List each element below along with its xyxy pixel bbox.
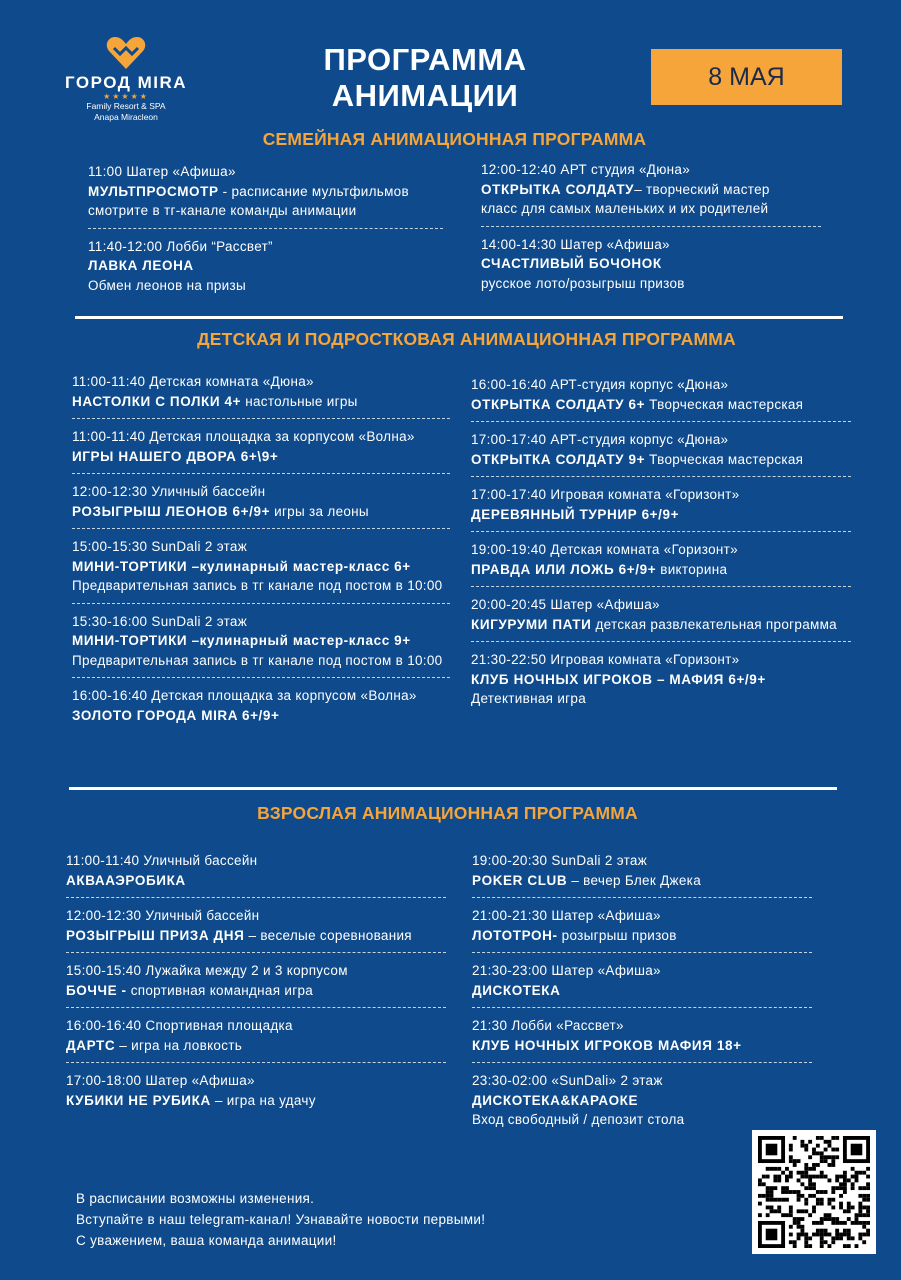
event-name: РОЗЫГРЫШ ПРИЗА ДНЯ: [66, 927, 245, 943]
event-item: [66, 851, 446, 898]
resort-logo: [60, 36, 192, 123]
event-name: МУЛЬТПРОСМОТР: [88, 183, 219, 199]
event-item: [471, 650, 851, 709]
event-title-line: [66, 926, 446, 946]
kids-right-column: [471, 375, 851, 709]
event-time: 15:00-15:30 SunDali 2 этаж: [72, 539, 248, 554]
section-title-kids: ДЕТСКАЯ И ПОДРОСТКОВАЯ АНИМАЦИОННАЯ ПРОГРАММА: [197, 329, 736, 349]
event-item: [471, 595, 851, 642]
event-time: 17:00-18:00 Шатер «Афиша»: [66, 1073, 255, 1088]
event-title-line: [72, 631, 450, 651]
event-name: ПРАВДА ИЛИ ЛОЖЬ 6+/9+: [471, 561, 657, 577]
dashed-separator: [471, 531, 851, 532]
event-time: 19:00-20:30 SunDali 2 этаж: [472, 853, 648, 868]
event-time: 11:00-11:40 Детская площадка за корпусом «Волна»: [72, 429, 415, 444]
event-name: КУБИКИ НЕ РУБИКА: [66, 1092, 211, 1108]
dashed-separator: [472, 1007, 812, 1008]
dashed-separator: [472, 897, 812, 898]
event-name: ЛАВКА ЛЕОНА: [88, 258, 194, 273]
event-name: КЛУБ НОЧНЫХ ИГРОКОВ – МАФИЯ 6+/9+: [471, 671, 766, 687]
event-name: ДЕРЕВЯННЫЙ ТУРНИР 6+/9+: [471, 506, 680, 522]
event-extra: Детективная игра: [471, 691, 587, 706]
event-title-line: [66, 1036, 446, 1056]
dashed-separator: [471, 586, 851, 587]
event-item: [472, 1016, 812, 1063]
event-name: ОТКРЫТКА СОЛДАТУ 6+: [471, 396, 646, 412]
event-title-line: [471, 560, 851, 580]
event-name: МИНИ-ТОРТИКИ –кулинарный мастер-класс 9+: [72, 633, 411, 648]
event-item: [472, 851, 812, 898]
dashed-separator: [471, 641, 851, 642]
dashed-separator: [72, 473, 450, 474]
dashed-separator: [72, 603, 450, 604]
event-time: 14:00-14:30 Шатер «Афиша»: [481, 236, 670, 252]
event-extra: Вход свободный / депозит стола: [472, 1112, 685, 1127]
event-desc: Творческая мастерская: [645, 451, 804, 467]
event-time: 17:00-17:40 Игровая комната «Горизонт»: [471, 487, 740, 502]
event-title-line: [472, 871, 812, 891]
event-desc: детская развлекательная программа: [591, 616, 837, 632]
event-item: [66, 1016, 446, 1063]
event-time: 19:00-19:40 Детская комната «Горизонт»: [471, 542, 738, 557]
event-title-line: [481, 180, 821, 200]
section-title-family: СЕМЕЙНАЯ АНИМАЦИОННАЯ ПРОГРАММА: [262, 129, 647, 149]
event-time: 12:00-12:40 АРТ студия «Дюна»: [481, 162, 691, 177]
dashed-separator: [88, 228, 443, 229]
event-name: ДАРТС: [66, 1037, 116, 1053]
event-extra: класс для самых маленьких и их родителей: [481, 201, 769, 216]
footer-line-3: С уважением, ваша команда анимации!: [76, 1233, 337, 1248]
family-right-column: [481, 160, 821, 293]
dashed-separator: [481, 226, 821, 227]
event-title-line: [72, 557, 450, 577]
date-badge: 8 МАЯ: [651, 49, 842, 105]
event-time: 11:00-11:40 Детская комната «Дюна»: [72, 374, 314, 389]
event-desc: – веселые соревнования: [244, 927, 412, 943]
event-name: POKER CLUB: [472, 872, 568, 888]
event-name: ОТКРЫТКА СОЛДАТУ 9+: [471, 451, 646, 467]
event-item: [471, 485, 851, 532]
event-extra: русское лото/розыгрыш призов: [481, 275, 685, 291]
event-title-line: [471, 450, 851, 470]
event-name: НАСТОЛКИ С ПОЛКИ 4+: [72, 393, 242, 409]
event-item: [471, 430, 851, 477]
event-name: РОЗЫГРЫШ ЛЕОНОВ 6+/9+: [72, 503, 271, 519]
logo-heart-icon: [106, 36, 146, 70]
event-desc: – творческий мастер: [634, 181, 770, 197]
page-title-line-1: ПРОГРАММА: [323, 42, 527, 77]
adult-left-column: [66, 851, 446, 1110]
event-time: 11:00-11:40 Уличный бассейн: [66, 853, 258, 868]
event-title-line: [472, 981, 812, 1001]
event-item: [472, 906, 812, 953]
event-title-line: [472, 926, 812, 946]
event-time: 11:40-12:00 Лобби “Рассвет”: [88, 238, 273, 254]
page-title: [290, 42, 560, 114]
event-name: ЛОТОТРОН-: [472, 927, 558, 943]
event-title-line: [481, 254, 821, 274]
dashed-separator: [472, 952, 812, 953]
event-item: [72, 372, 450, 419]
event-name: МИНИ-ТОРТИКИ –кулинарный мастер-класс 6+: [72, 558, 411, 574]
event-time: 23:30-02:00 «SunDali» 2 этаж: [472, 1073, 663, 1088]
event-desc: Творческая мастерская: [645, 396, 804, 412]
adult-right-column: [472, 851, 812, 1130]
logo-subtitle-1: Family Resort & SPA: [86, 101, 166, 111]
dashed-separator: [72, 528, 450, 529]
qr-code[interactable]: [752, 1130, 876, 1254]
event-time: 17:00-17:40 АРТ-студия корпус «Дюна»: [471, 432, 729, 447]
logo-subtitle-2: Anapa Miracleon: [94, 112, 158, 122]
event-time: 16:00-16:40 АРТ-студия корпус «Дюна»: [471, 377, 729, 392]
event-item: [72, 482, 450, 529]
event-time: 16:00-16:40 Спортивная площадка: [66, 1018, 293, 1033]
section-divider: [69, 787, 837, 790]
event-desc: – игра на ловкость: [115, 1037, 243, 1053]
event-name: ЗОЛОТО ГОРОДА MIRA 6+/9+: [72, 707, 280, 723]
event-name: КИГУРУМИ ПАТИ: [471, 616, 592, 632]
logo-stars: ★★★★★: [103, 92, 149, 101]
event-item: [66, 961, 446, 1008]
dashed-separator: [72, 418, 450, 419]
qr-code-image: [758, 1136, 870, 1248]
event-item: [481, 160, 821, 227]
event-time: 15:00-15:40 Лужайка между 2 и 3 корпусом: [66, 963, 348, 978]
event-name: СЧАСТЛИВЫЙ БОЧОНОК: [481, 256, 662, 271]
event-extra: смотрите в тг-канале команды анимации: [88, 203, 357, 218]
event-item: [471, 540, 851, 587]
event-time: 21:30-23:00 Шатер «Афиша»: [472, 963, 661, 978]
event-name: АКВААЭРОБИКА: [66, 872, 186, 888]
dashed-separator: [471, 421, 851, 422]
event-title-line: [72, 392, 450, 412]
event-name: ДИСКОТЕКА: [472, 982, 561, 998]
event-title-line: [472, 1091, 812, 1111]
event-extra: Предварительная запись в тг канале под постом в 10:00: [72, 652, 443, 668]
event-name: БОЧЧЕ -: [66, 982, 127, 998]
event-title-line: [66, 981, 446, 1001]
dashed-separator: [471, 476, 851, 477]
event-name: КЛУБ НОЧНЫХ ИГРОКОВ МАФИЯ 18+: [472, 1037, 742, 1053]
event-desc: спортивная командная игра: [126, 982, 314, 998]
event-item: [72, 612, 450, 679]
event-title-line: [88, 182, 443, 202]
footer-note: [76, 1188, 485, 1251]
event-title-line: [66, 871, 446, 891]
event-name: ОТКРЫТКА СОЛДАТУ: [481, 181, 635, 197]
event-desc: – вечер Блек Джека: [567, 872, 701, 888]
event-item: [481, 235, 821, 294]
footer-line-2: Вступайте в наш telegram-канал! Узнавайте новости первыми!: [76, 1212, 486, 1227]
event-item: [88, 237, 443, 296]
event-item: [471, 375, 851, 422]
event-time: 21:00-21:30 Шатер «Афиша»: [472, 908, 661, 923]
event-desc: - расписание мультфильмов: [218, 183, 409, 199]
event-time: 21:30-22:50 Игровая комната «Горизонт»: [471, 652, 740, 667]
event-title-line: [472, 1036, 812, 1056]
event-title-line: [471, 395, 851, 415]
event-name: ИГРЫ НАШЕГО ДВОРА 6+\9+: [72, 448, 279, 464]
event-item: [88, 162, 443, 229]
event-time: 20:00-20:45 Шатер «Афиша»: [471, 597, 660, 612]
event-time: 15:30-16:00 SunDali 2 этаж: [72, 613, 248, 629]
kids-left-column: [72, 372, 450, 725]
dashed-separator: [472, 1062, 812, 1063]
event-item: [472, 1071, 812, 1130]
section-divider: [75, 316, 843, 319]
event-title-line: [471, 615, 851, 635]
event-title-line: [72, 502, 450, 522]
event-extra: Предварительная запись в тг канале под постом в 10:00: [72, 578, 443, 593]
dashed-separator: [66, 952, 446, 953]
section-title-adult: ВЗРОСЛАЯ АНИМАЦИОННАЯ ПРОГРАММА: [257, 803, 638, 823]
footer-line-1: В расписании возможны изменения.: [76, 1191, 315, 1206]
event-time: 12:00-12:30 Уличный бассейн: [66, 908, 260, 923]
event-item: [72, 537, 450, 604]
event-item: [72, 427, 450, 474]
event-title-line: [72, 447, 450, 467]
dashed-separator: [66, 897, 446, 898]
event-time: 16:00-16:40 Детская площадка за корпусом «Волна»: [72, 688, 417, 703]
event-item: [472, 961, 812, 1008]
event-time: 21:30 Лобби «Рассвет»: [472, 1018, 624, 1033]
event-title-line: [471, 670, 851, 690]
event-time: 11:00 Шатер «Афиша»: [88, 164, 236, 179]
logo-name: ГОРОД MIRA: [64, 73, 188, 92]
event-title-line: [88, 256, 443, 276]
event-extra: Обмен леонов на призы: [88, 277, 246, 293]
event-item: [66, 1071, 446, 1110]
event-desc: розыгрыш призов: [557, 927, 677, 943]
dashed-separator: [66, 1062, 446, 1063]
event-desc: викторина: [656, 561, 728, 577]
event-title-line: [471, 505, 851, 525]
event-title-line: [72, 706, 450, 726]
event-desc: игры за леоны: [270, 503, 369, 519]
family-left-column: [88, 162, 443, 295]
page-title-line-2: АНИМАЦИИ: [331, 78, 519, 113]
event-desc: настольные игры: [241, 393, 358, 409]
event-item: [72, 686, 450, 725]
event-time: 12:00-12:30 Уличный бассейн: [72, 484, 266, 499]
event-name: ДИСКОТЕКА&КАРАОКЕ: [472, 1092, 639, 1108]
event-title-line: [66, 1091, 446, 1111]
event-desc: – игра на удачу: [210, 1092, 316, 1108]
dashed-separator: [72, 677, 450, 678]
event-item: [66, 906, 446, 953]
dashed-separator: [66, 1007, 446, 1008]
